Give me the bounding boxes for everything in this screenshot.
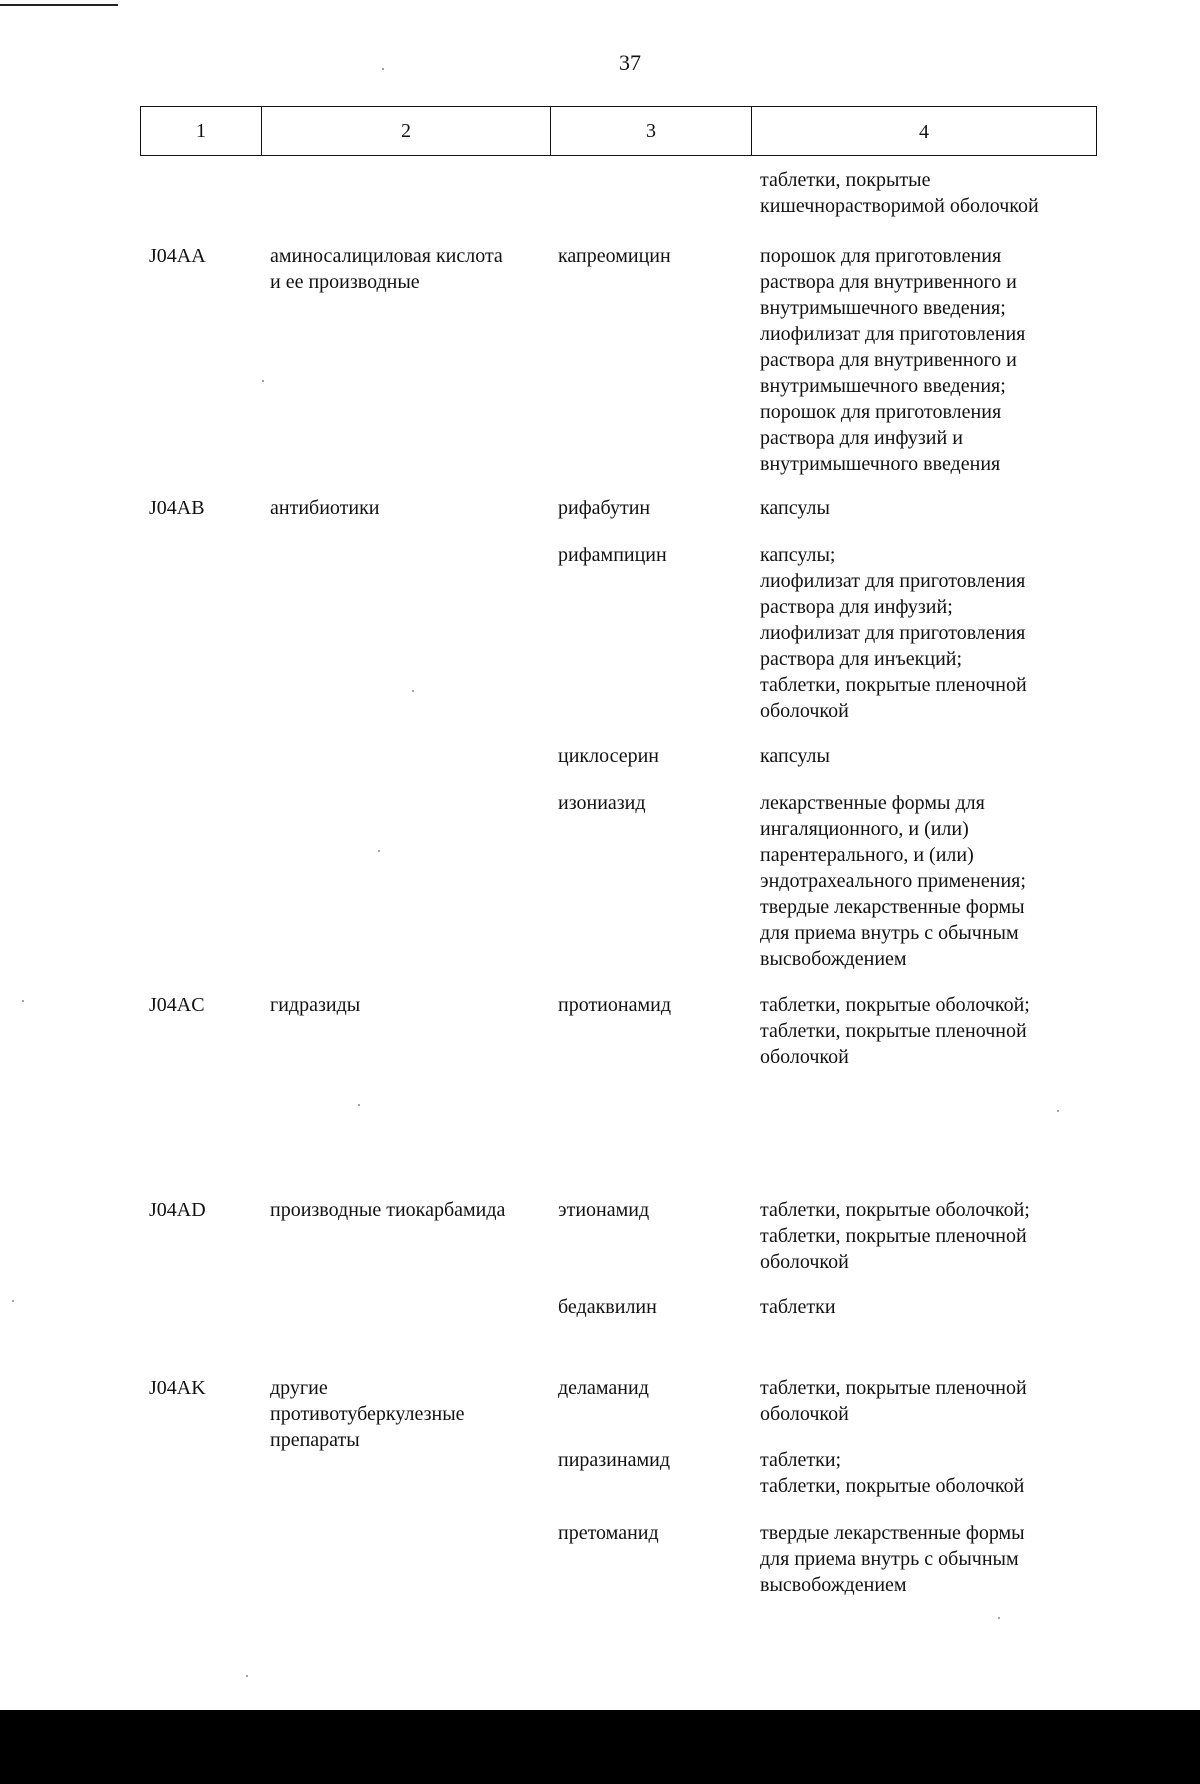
header-col-3: 3 bbox=[551, 107, 752, 155]
row-1-code: J04AA bbox=[149, 245, 206, 267]
row-4-drug: циклосерин bbox=[558, 745, 660, 767]
scan-speck bbox=[12, 1300, 14, 1302]
header-col-1: 1 bbox=[141, 107, 262, 155]
scan-speck bbox=[378, 850, 380, 852]
row-9-drug: деламанид bbox=[558, 1377, 649, 1399]
scan-speck bbox=[412, 690, 414, 692]
row-9-group: другие противотуберкулезные препараты bbox=[270, 1377, 465, 1451]
scan-edge-line bbox=[0, 4, 118, 6]
row-9-form: таблетки, покрытые пленочной оболочкой bbox=[760, 1377, 1027, 1425]
row-10-form: таблетки; таблетки, покрытые оболочкой bbox=[760, 1449, 1025, 1497]
table-header bbox=[140, 106, 1097, 156]
row-6-code: J04AC bbox=[149, 994, 205, 1016]
header-col-4: 4 bbox=[919, 121, 929, 143]
row-0-form: таблетки, покрытые кишечнорастворимой оболочкой bbox=[760, 169, 1039, 217]
row-11-drug: претоманид bbox=[558, 1522, 659, 1544]
scan-speck bbox=[246, 1675, 248, 1677]
row-4-form: капсулы bbox=[760, 745, 830, 767]
row-1-drug: капреомицин bbox=[558, 245, 671, 267]
scan-speck bbox=[358, 1104, 360, 1106]
row-6-drug: протионамид bbox=[558, 994, 671, 1016]
row-8-form: таблетки bbox=[760, 1296, 836, 1318]
scan-speck bbox=[998, 1617, 1000, 1619]
row-2-form: капсулы bbox=[760, 497, 830, 519]
row-11-form: твердые лекарственные формы для приема внутрь с обычным высвобождением bbox=[760, 1522, 1025, 1596]
scan-speck bbox=[22, 1000, 24, 1002]
row-7-form: таблетки, покрытые оболочкой; таблетки, покрытые пленочной оболочкой bbox=[760, 1199, 1030, 1273]
header-col-2: 2 bbox=[262, 107, 551, 155]
row-5-drug: изониазид bbox=[558, 792, 646, 814]
row-6-group: гидразиды bbox=[270, 994, 361, 1016]
scan-black-border bbox=[0, 1710, 1200, 1784]
row-7-code: J04AD bbox=[149, 1199, 206, 1221]
row-2-code: J04AB bbox=[149, 497, 205, 519]
row-3-form: капсулы; лиофилизат для приготовления раствора для инфузий; лиофилизат для приготовления раствора для инъекций; таблетки, покрытые пленочной оболочкой bbox=[760, 544, 1027, 722]
row-1-form: порошок для приготовления раствора для внутривенного и внутримышечного введения; лиофилизат для приготовления раствора для внутривенного и внутримышечного введения; порошок для приготовления раствора для инфузий и внутримышечного введения bbox=[760, 245, 1026, 475]
row-9-code: J04AK bbox=[149, 1377, 206, 1399]
page-number: 37 bbox=[619, 50, 641, 75]
row-7-drug: этионамид bbox=[558, 1199, 650, 1221]
row-8-drug: бедаквилин bbox=[558, 1296, 657, 1318]
row-2-group: антибиотики bbox=[270, 497, 380, 519]
row-2-drug: рифабутин bbox=[558, 497, 651, 519]
row-10-drug: пиразинамид bbox=[558, 1449, 671, 1471]
scan-speck bbox=[382, 68, 384, 70]
scan-speck bbox=[262, 380, 264, 382]
row-6-form: таблетки, покрытые оболочкой; таблетки, покрытые пленочной оболочкой bbox=[760, 994, 1030, 1068]
row-3-drug: рифампицин bbox=[558, 544, 667, 566]
row-5-form: лекарственные формы для ингаляционного, и (или) парентерального, и (или) эндотрахеального применения; твердые лекарственные формы для приема внутрь с обычным высвобождением bbox=[760, 792, 1026, 970]
scan-speck bbox=[1057, 1110, 1059, 1112]
row-7-group: производные тиокарбамида bbox=[270, 1199, 506, 1221]
row-1-group: аминосалициловая кислота и ее производные bbox=[270, 245, 503, 293]
